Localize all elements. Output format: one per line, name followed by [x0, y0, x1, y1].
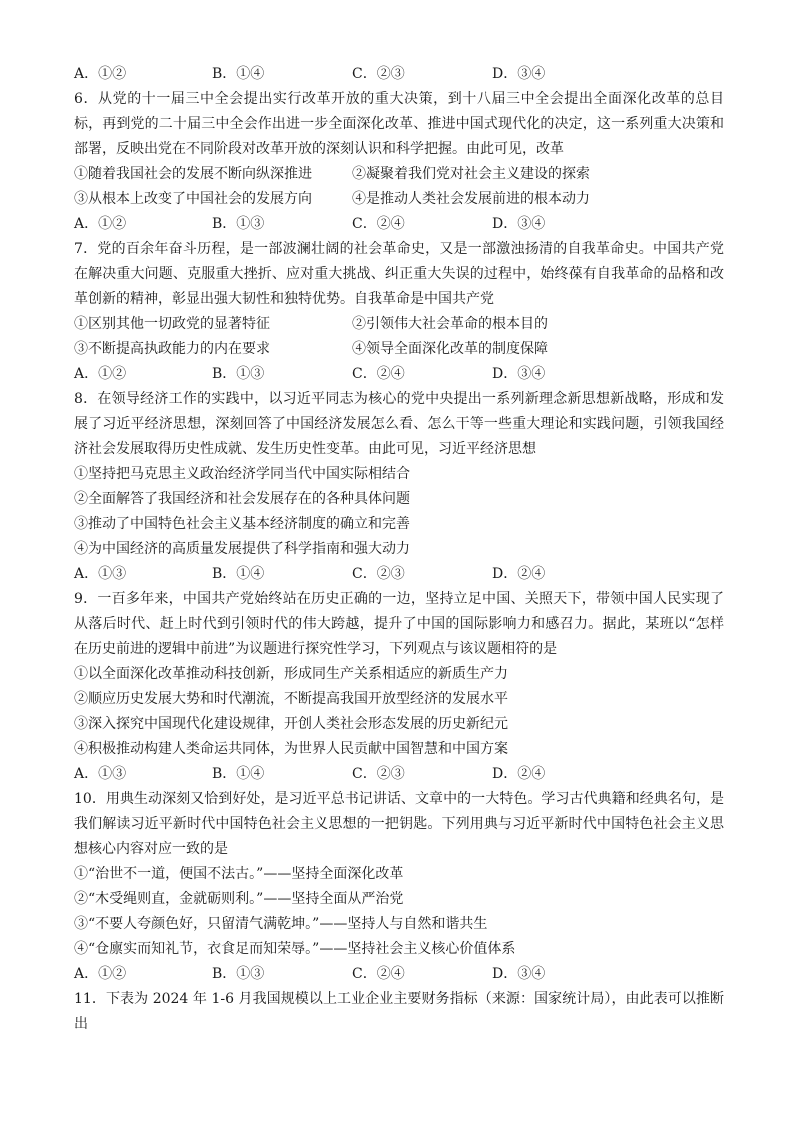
q10-choice-a[interactable]: A．①② [74, 966, 127, 982]
q5-choice-d[interactable]: D．③④ [492, 66, 546, 82]
q5-choice-c[interactable]: C．②③ [352, 66, 405, 82]
q9-choice-a[interactable]: A．①③ [74, 766, 127, 782]
q7-option-3: ③不断提高执政能力的内在要求 [74, 341, 270, 357]
q10-option-3: ③“不要人夸颜色好，只留清气满乾坤。”——坚持人与自然和谐共生 [74, 916, 488, 932]
q9-option-1: ①以全面深化改革推动科技创新，形成同生产关系相适应的新质生产力 [74, 666, 508, 682]
q6-stem-line-3: 部署，反映出党在不同阶段对改革开放的深刻认识和科学把握。由此可见，改革 [74, 141, 564, 157]
q7-stem-line-2: 在解决重大问题、克服重大挫折、应对重大挑战、纠正重大失误的过程中，始终葆有自我革命的品格和改 [74, 266, 724, 282]
q7-choice-a[interactable]: A．①② [74, 366, 127, 382]
q6-options-row-2 [74, 187, 724, 212]
q10-option-2: ②“木受绳则直，金就砺则利。”——坚持全面从严治党 [74, 891, 404, 907]
q8-choices [74, 562, 724, 587]
q10-choice-d[interactable]: D．③④ [492, 966, 546, 982]
q6-choices [74, 212, 724, 237]
q9-choice-d[interactable]: D．②④ [492, 766, 546, 782]
q8-option-3: ③推动了中国特色社会主义基本经济制度的确立和完善 [74, 516, 410, 532]
q6-choice-b[interactable]: B．①③ [212, 216, 265, 232]
q9-option-2: ②顺应历史发展大势和时代潮流，不断提高我国开放型经济的发展水平 [74, 691, 508, 707]
q6-choice-c[interactable]: C．②④ [352, 216, 405, 232]
q7-option-2: ②引领伟大社会革命的根本目的 [352, 316, 548, 332]
q8-option-1: ①坚持把马克思主义政治经济学同当代中国实际相结合 [74, 466, 410, 482]
q6-choice-d[interactable]: D．③④ [492, 216, 546, 232]
q7-stem-line-3: 革创新的精神，彰显出强大韧性和独特优势。自我革命是中国共产党 [74, 291, 494, 307]
q7-options-row-2 [74, 337, 724, 362]
q7-stem-line-1: 7．党的百余年奋斗历程，是一部波澜壮阔的社会革命史，又是一部激浊扬清的自我革命史。中国共产党 [74, 241, 724, 257]
q7-option-1: ①区别其他一切政党的显著特征 [74, 316, 270, 332]
q5-choice-a[interactable]: A．①② [74, 66, 127, 82]
q8-choice-a[interactable]: A．①③ [74, 566, 127, 582]
q8-choice-d[interactable]: D．②④ [492, 566, 546, 582]
q8-stem-line-2: 展了习近平经济思想，深刻回答了中国经济发展怎么看、怎么干等一些重大理论和实践问题，引领我国经 [74, 416, 724, 432]
q9-stem-line-2: 从落后时代、赶上时代到引领时代的伟大跨越，提升了中国的国际影响力和感召力。据此，某班以“怎样 [74, 616, 724, 632]
q9-choice-b[interactable]: B．①④ [212, 766, 265, 782]
q6-options-row-1 [74, 162, 724, 187]
q10-choices [74, 962, 724, 987]
q7-choice-b[interactable]: B．①③ [212, 366, 265, 382]
q9-choice-c[interactable]: C．②③ [352, 766, 405, 782]
q6-stem-line-1: 6．从党的十一届三中全会提出实行改革开放的重大决策，到十八届三中全会提出全面深化改革的总目 [74, 91, 724, 107]
q6-option-1: ①随着我国社会的发展不断向纵深推进 [74, 166, 312, 182]
q8-option-4: ④为中国经济的高质量发展提供了科学指南和强大动力 [74, 541, 410, 557]
q8-choice-c[interactable]: C．②③ [352, 566, 405, 582]
q8-choice-b[interactable]: B．①④ [212, 566, 265, 582]
q9-option-4: ④积极推动构建人类命运共同体，为世界人民贡献中国智慧和中国方案 [74, 741, 508, 757]
q10-stem-line-3: 想核心内容对应一致的是 [74, 841, 228, 857]
q8-stem-line-1: 8．在领导经济工作的实践中，以习近平同志为核心的党中央提出一系列新理念新思想新战略，形成和发 [74, 391, 724, 407]
q6-stem-line-2: 标，再到党的二十届三中全会作出进一步全面深化改革、推进中国式现代化的决定，这一系列重大决策和 [74, 116, 724, 132]
q9-stem-line-1: 9．一百多年来，中国共产党始终站在历史正确的一边，坚持立足中国、关照天下，带领中国人民实现了 [74, 591, 724, 607]
q10-option-1: ①“治世不一道，便国不法古。”——坚持全面深化改革 [74, 866, 404, 882]
q10-choice-b[interactable]: B．①③ [212, 966, 265, 982]
exam-page [74, 62, 724, 1032]
q9-stem-line-3: 在历史前进的逻辑中前进”为议题进行探究性学习，下列观点与该议题相符的是 [74, 641, 558, 657]
q6-option-4: ④是推动人类社会发展前进的根本动力 [352, 191, 590, 207]
q7-choice-c[interactable]: C．②④ [352, 366, 405, 382]
q6-option-2: ②凝聚着我们党对社会主义建设的探索 [352, 166, 590, 182]
q11-stem-line-1: 11．下表为 2024 年 1-6 月我国规模以上工业企业主要财务指标（来源：国家统计局），由此表可以推断出 [74, 991, 724, 1032]
q10-option-4: ④“仓廪实而知礼节，衣食足而知荣辱。”——坚持社会主义核心价值体系 [74, 941, 516, 957]
q6-choice-a[interactable]: A．①② [74, 216, 127, 232]
q8-option-2: ②全面解答了我国经济和社会发展存在的各种具体问题 [74, 491, 410, 507]
q10-choice-c[interactable]: C．②④ [352, 966, 405, 982]
q10-stem-line-2: 我们解读习近平新时代中国特色社会主义思想的一把钥匙。下列用典与习近平新时代中国特色社会主义思 [74, 816, 724, 832]
q10-stem-line-1: 10．用典生动深刻又恰到好处，是习近平总书记讲话、文章中的一大特色。学习古代典籍和经典名句，是 [74, 791, 724, 807]
q8-stem-line-3: 济社会发展取得历史性成就、发生历史性变革。由此可见，习近平经济思想 [74, 441, 536, 457]
q5-choices [74, 62, 724, 87]
q7-choices [74, 362, 724, 387]
q7-options-row-1 [74, 312, 724, 337]
q7-choice-d[interactable]: D．③④ [492, 366, 546, 382]
q6-option-3: ③从根本上改变了中国社会的发展方向 [74, 191, 312, 207]
q9-option-3: ③深入探究中国现代化建设规律，开创人类社会形态发展的历史新纪元 [74, 716, 508, 732]
q5-choice-b[interactable]: B．①④ [212, 66, 265, 82]
q9-choices [74, 762, 724, 787]
q7-option-4: ④领导全面深化改革的制度保障 [352, 341, 548, 357]
